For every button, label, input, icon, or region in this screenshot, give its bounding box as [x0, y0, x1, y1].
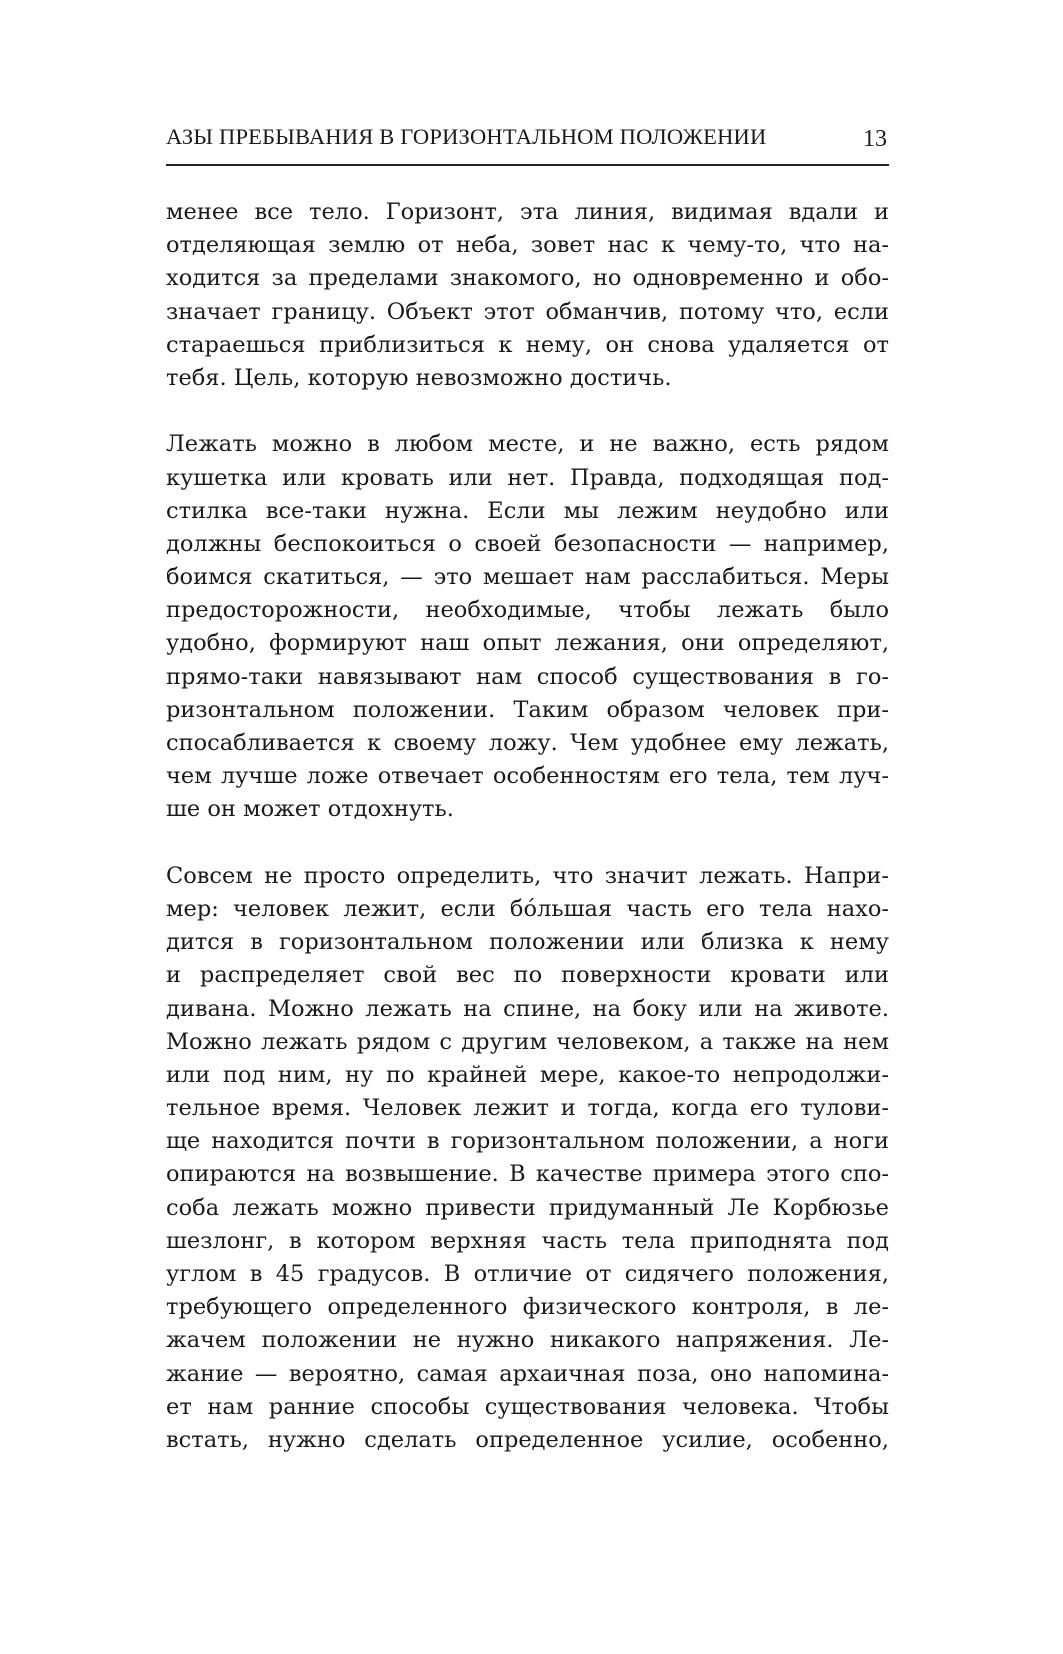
text-line: тебя. Цель, которую невозможно достичь.	[166, 364, 672, 391]
text-line: кушетка или кровать или нет. Правда, подходящая под-	[166, 464, 889, 491]
text-line: ризонтальном положении. Таким образом человек при-	[166, 696, 889, 723]
text-line: дивана. Можно лежать на спине, на боку или на животе.	[166, 995, 889, 1022]
paragraph	[166, 428, 889, 826]
text-line: встать, нужно сделать определенное усилие, особенно,	[166, 1426, 889, 1453]
text-line: прямо-таки навязывают нам способ существования в го-	[166, 663, 889, 690]
text-line: соба лежать можно привести придуманный Ле Корбюзье	[166, 1194, 889, 1221]
paragraph	[166, 196, 889, 395]
text-line: ше он может отдохнуть.	[166, 796, 454, 823]
text-line: предосторожности, необходимые, чтобы лежать было	[166, 597, 889, 624]
text-line: стараешься приблизиться к нему, он снова удаляется от	[166, 331, 889, 358]
text-line: Лежать можно в любом месте, и не важно, есть рядом	[166, 431, 889, 458]
text-line: боимся скатиться, — это мешает нам расслабиться. Меры	[166, 564, 889, 591]
text-line: ходится за пределами знакомого, но одновременно и обо-	[166, 265, 889, 292]
text-line: или под ним, ну по крайней мере, какое-то непродолжи-	[166, 1061, 889, 1088]
text-line: мер: человек лежит, если бóльшая часть его тела нахо-	[166, 895, 889, 922]
text-line: Совсем не просто определить, что значит лежать. Напри-	[166, 862, 889, 889]
page-number: 13	[863, 126, 887, 152]
text-line: жачем положении не нужно никакого напряжения. Ле-	[166, 1327, 889, 1354]
text-line: тельное время. Человек лежит и тогда, когда его тулови-	[166, 1095, 889, 1122]
text-line: углом в 45 градусов. В отличие от сидячего положения,	[166, 1261, 889, 1287]
text-line: значает границу. Объект этот обманчив, потому что, если	[166, 298, 889, 325]
text-line: должны беспокоиться о своей безопасности — например,	[166, 530, 889, 557]
text-line: жание — вероятно, самая архаичная поза, оно напомина-	[166, 1360, 889, 1387]
text-line: удобно, формируют наш опыт лежания, они определяют,	[166, 630, 889, 657]
text-line: спосабливается к своему ложу. Чем удобнее ему лежать,	[166, 730, 889, 756]
running-title: АЗЫ ПРЕБЫВАНИЯ В ГОРИЗОНТАЛЬНОМ ПОЛОЖЕНИИ	[166, 124, 767, 149]
text-line: стилка все-таки нужна. Если мы лежим неудобно или	[166, 497, 889, 524]
text-line: требующего определенного физического контроля, в ле-	[166, 1294, 889, 1321]
body-text	[166, 196, 889, 1457]
text-line: и распределяет свой вес по поверхности кровати или	[166, 962, 889, 989]
text-line: шезлонг, в котором верхняя часть тела приподнята под	[166, 1227, 889, 1254]
paragraph	[166, 860, 889, 1457]
text-line: Можно лежать рядом с другим человеком, а также на нем	[166, 1028, 889, 1055]
text-line: ет нам ранние способы существования человека. Чтобы	[166, 1393, 889, 1420]
text-line: отделяющая землю от неба, зовет нас к чему-то, что на-	[166, 232, 889, 259]
text-line: дится в горизонтальном положении или близка к нему	[166, 929, 889, 956]
text-line: чем лучше ложе отвечает особенностям его тела, тем луч-	[166, 763, 889, 790]
running-header	[166, 116, 889, 166]
text-line: ще находится почти в горизонтальном положении, а ноги	[166, 1128, 889, 1155]
text-line: менее все тело. Горизонт, эта линия, видимая вдали и	[166, 199, 889, 225]
text-line: опираются на возвышение. В качестве примера этого спо-	[166, 1161, 889, 1188]
